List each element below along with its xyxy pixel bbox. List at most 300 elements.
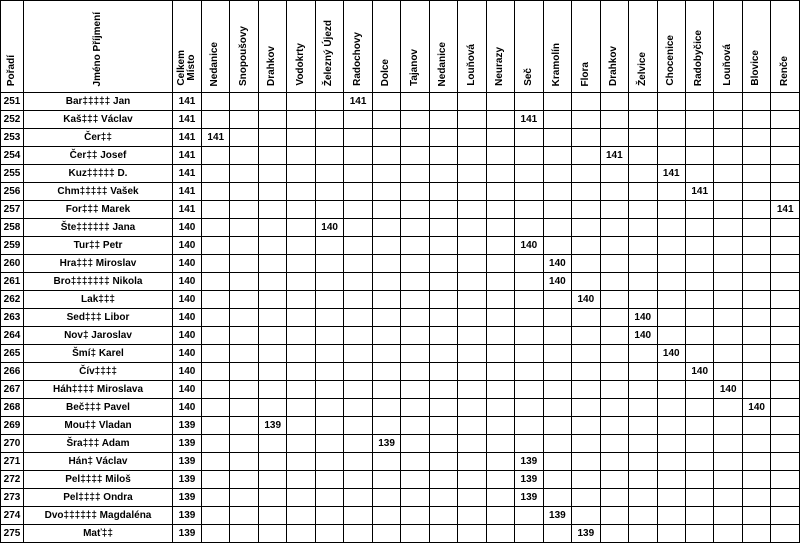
cell-score [287, 237, 315, 255]
cell-score [714, 507, 742, 525]
cell-score: 139 [543, 507, 571, 525]
cell-score [515, 255, 543, 273]
cell-score [258, 327, 286, 345]
cell-score [458, 507, 486, 525]
cell-total: 139 [173, 417, 202, 435]
column-header-race-19-label: Blovice [750, 50, 762, 86]
cell-score [572, 507, 600, 525]
cell-score [629, 183, 657, 201]
cell-score [600, 129, 628, 147]
cell-score [486, 525, 514, 543]
cell-score [600, 363, 628, 381]
cell-score [344, 129, 372, 147]
cell-score [344, 165, 372, 183]
cell-score [315, 363, 343, 381]
cell-score [372, 111, 400, 129]
cell-rank: 267 [1, 381, 24, 399]
cell-score [202, 453, 230, 471]
cell-score [258, 111, 286, 129]
cell-score [429, 291, 457, 309]
cell-score [401, 489, 429, 507]
cell-score [515, 129, 543, 147]
column-header-total [173, 1, 202, 93]
cell-score [543, 453, 571, 471]
cell-score [572, 147, 600, 165]
cell-name: Šmí‡ Karel [24, 345, 173, 363]
cell-score [202, 255, 230, 273]
cell-score [401, 309, 429, 327]
cell-score [202, 309, 230, 327]
cell-score [202, 291, 230, 309]
cell-total: 141 [173, 201, 202, 219]
cell-score [486, 345, 514, 363]
cell-score [629, 345, 657, 363]
cell-score [629, 219, 657, 237]
table-row [1, 327, 800, 345]
cell-rank: 256 [1, 183, 24, 201]
cell-score [401, 507, 429, 525]
cell-score [771, 309, 800, 327]
cell-score [685, 435, 713, 453]
cell-score [258, 291, 286, 309]
cell-score [315, 471, 343, 489]
cell-score [202, 273, 230, 291]
cell-score [230, 471, 258, 489]
cell-score: 139 [515, 489, 543, 507]
cell-score [657, 489, 685, 507]
cell-score [315, 93, 343, 111]
cell-score [315, 237, 343, 255]
cell-score [714, 525, 742, 543]
cell-score [486, 381, 514, 399]
table-row [1, 489, 800, 507]
cell-score [401, 93, 429, 111]
cell-score [742, 111, 770, 129]
cell-score [515, 219, 543, 237]
cell-score [429, 381, 457, 399]
cell-score [401, 399, 429, 417]
cell-score [714, 417, 742, 435]
cell-score [344, 471, 372, 489]
cell-score [429, 507, 457, 525]
cell-total: 140 [173, 291, 202, 309]
cell-score: 139 [515, 471, 543, 489]
column-header-race-2-label: Drahkov [266, 45, 278, 86]
cell-total: 139 [173, 471, 202, 489]
cell-score [372, 165, 400, 183]
cell-score [629, 111, 657, 129]
column-header-race-19 [742, 1, 770, 93]
cell-score [429, 363, 457, 381]
cell-score [287, 147, 315, 165]
cell-score [771, 237, 800, 255]
cell-score [486, 219, 514, 237]
cell-score [429, 93, 457, 111]
cell-score [685, 525, 713, 543]
column-header-race-20 [771, 1, 800, 93]
cell-score [315, 147, 343, 165]
cell-score [287, 219, 315, 237]
cell-score [202, 219, 230, 237]
cell-score [657, 309, 685, 327]
cell-score [657, 237, 685, 255]
cell-score [429, 147, 457, 165]
column-header-race-17-label: Radobyčice [693, 29, 705, 86]
cell-score [486, 363, 514, 381]
cell-score [429, 273, 457, 291]
column-header-race-15-label: Želvice [636, 52, 648, 86]
cell-score [372, 471, 400, 489]
cell-score [742, 129, 770, 147]
table-row [1, 417, 800, 435]
column-header-race-9 [458, 1, 486, 93]
cell-rank: 255 [1, 165, 24, 183]
cell-score [629, 273, 657, 291]
cell-score: 141 [771, 201, 800, 219]
cell-score [486, 93, 514, 111]
column-header-race-6 [372, 1, 400, 93]
cell-rank: 270 [1, 435, 24, 453]
cell-total: 140 [173, 381, 202, 399]
cell-score [287, 327, 315, 345]
cell-score [429, 489, 457, 507]
column-header-race-8-label: Nedanice [437, 41, 449, 86]
cell-score [742, 525, 770, 543]
cell-score [372, 129, 400, 147]
cell-score [714, 165, 742, 183]
cell-score [230, 507, 258, 525]
cell-score [429, 453, 457, 471]
cell-score [315, 165, 343, 183]
table-row [1, 147, 800, 165]
cell-score: 139 [258, 417, 286, 435]
cell-score [287, 183, 315, 201]
cell-score [771, 129, 800, 147]
cell-score [742, 453, 770, 471]
cell-score [230, 165, 258, 183]
cell-score [401, 273, 429, 291]
cell-score [771, 147, 800, 165]
table-row [1, 93, 800, 111]
cell-score [685, 471, 713, 489]
cell-score [230, 489, 258, 507]
cell-name: Chm‡‡‡‡‡ Vašek [24, 183, 173, 201]
cell-score [572, 363, 600, 381]
cell-score [344, 399, 372, 417]
cell-score [372, 273, 400, 291]
cell-score: 140 [685, 363, 713, 381]
cell-score [657, 435, 685, 453]
cell-score [572, 399, 600, 417]
cell-score [230, 417, 258, 435]
cell-total: 140 [173, 327, 202, 345]
cell-score [543, 381, 571, 399]
cell-score [202, 165, 230, 183]
table-row [1, 381, 800, 399]
cell-name: Pel‡‡‡‡ Miloš [24, 471, 173, 489]
cell-score [344, 489, 372, 507]
cell-rank: 265 [1, 345, 24, 363]
cell-score [685, 147, 713, 165]
cell-score [572, 201, 600, 219]
cell-score [629, 147, 657, 165]
cell-score [458, 363, 486, 381]
cell-score [572, 165, 600, 183]
cell-score [486, 471, 514, 489]
cell-score [657, 453, 685, 471]
cell-score [771, 471, 800, 489]
table-row [1, 273, 800, 291]
cell-score [600, 453, 628, 471]
cell-score [543, 345, 571, 363]
cell-score [429, 345, 457, 363]
cell-score [372, 291, 400, 309]
cell-score: 140 [572, 291, 600, 309]
cell-score [486, 327, 514, 345]
cell-score [287, 273, 315, 291]
cell-score [458, 525, 486, 543]
cell-score [486, 309, 514, 327]
column-header-race-5-label: Radochovy [351, 32, 363, 86]
cell-score [742, 417, 770, 435]
cell-score [742, 201, 770, 219]
cell-score: 141 [515, 111, 543, 129]
cell-score [344, 111, 372, 129]
cell-score [458, 381, 486, 399]
column-header-race-18 [714, 1, 742, 93]
cell-score [714, 183, 742, 201]
cell-total: 140 [173, 309, 202, 327]
cell-score [372, 489, 400, 507]
cell-score [572, 453, 600, 471]
cell-score [486, 129, 514, 147]
table-row [1, 435, 800, 453]
cell-total: 141 [173, 147, 202, 165]
cell-score [258, 507, 286, 525]
cell-total: 139 [173, 507, 202, 525]
cell-score [458, 435, 486, 453]
cell-name: Nov‡ Jaroslav [24, 327, 173, 345]
cell-score [572, 489, 600, 507]
cell-score [230, 453, 258, 471]
cell-score [771, 111, 800, 129]
cell-score [372, 237, 400, 255]
cell-score [458, 147, 486, 165]
cell-score [230, 381, 258, 399]
cell-score [230, 435, 258, 453]
cell-score [629, 165, 657, 183]
cell-score [401, 165, 429, 183]
cell-score: 140 [515, 237, 543, 255]
cell-score [600, 381, 628, 399]
cell-score [771, 399, 800, 417]
cell-score [543, 489, 571, 507]
cell-score [344, 273, 372, 291]
cell-score [714, 435, 742, 453]
cell-score [515, 525, 543, 543]
cell-score [258, 165, 286, 183]
cell-score [429, 309, 457, 327]
cell-name: Pel‡‡‡‡ Ondra [24, 489, 173, 507]
cell-score [742, 93, 770, 111]
cell-score [458, 183, 486, 201]
table-row [1, 255, 800, 273]
cell-score [629, 129, 657, 147]
cell-score [629, 201, 657, 219]
cell-score [258, 93, 286, 111]
cell-score [458, 309, 486, 327]
cell-score [657, 399, 685, 417]
cell-score [344, 525, 372, 543]
table-row [1, 471, 800, 489]
cell-score [344, 309, 372, 327]
cell-score [742, 165, 770, 183]
cell-score [771, 435, 800, 453]
cell-score [401, 417, 429, 435]
cell-score [714, 93, 742, 111]
cell-score [315, 129, 343, 147]
cell-score [515, 291, 543, 309]
cell-score [429, 219, 457, 237]
cell-score [486, 273, 514, 291]
cell-score [600, 165, 628, 183]
cell-score [572, 381, 600, 399]
cell-score [287, 507, 315, 525]
cell-score [230, 309, 258, 327]
cell-score [401, 183, 429, 201]
cell-score [771, 453, 800, 471]
cell-score [486, 291, 514, 309]
cell-score [714, 345, 742, 363]
cell-score [287, 363, 315, 381]
cell-score [572, 111, 600, 129]
cell-score [287, 399, 315, 417]
cell-score [515, 183, 543, 201]
cell-score [372, 399, 400, 417]
cell-score: 139 [515, 453, 543, 471]
cell-score [287, 471, 315, 489]
cell-score [685, 489, 713, 507]
cell-score [401, 525, 429, 543]
cell-score [486, 111, 514, 129]
cell-name: Kuz‡‡‡‡‡ D. [24, 165, 173, 183]
table-row [1, 165, 800, 183]
column-header-race-3-label: Vodokrty [294, 43, 306, 86]
cell-score [287, 111, 315, 129]
cell-score [543, 327, 571, 345]
cell-score [714, 237, 742, 255]
cell-score [202, 237, 230, 255]
cell-score [315, 345, 343, 363]
cell-score [287, 417, 315, 435]
cell-score [714, 309, 742, 327]
column-header-race-11 [515, 1, 543, 93]
cell-score [629, 435, 657, 453]
cell-name: Háh‡‡‡‡ Miroslava [24, 381, 173, 399]
cell-name: Šte‡‡‡‡‡‡ Jana [24, 219, 173, 237]
cell-score [315, 201, 343, 219]
cell-name: Lak‡‡‡ [24, 291, 173, 309]
cell-score [202, 489, 230, 507]
cell-rank: 254 [1, 147, 24, 165]
cell-score [315, 525, 343, 543]
cell-score [742, 237, 770, 255]
cell-score [458, 111, 486, 129]
cell-name: Čer‡‡ [24, 129, 173, 147]
cell-score [230, 111, 258, 129]
cell-score [315, 453, 343, 471]
cell-score [714, 327, 742, 345]
cell-score [344, 291, 372, 309]
cell-score [202, 417, 230, 435]
cell-score: 140 [629, 327, 657, 345]
cell-score [515, 147, 543, 165]
cell-score [742, 381, 770, 399]
cell-score [657, 381, 685, 399]
cell-score [572, 345, 600, 363]
cell-score [258, 345, 286, 363]
table-row [1, 399, 800, 417]
cell-score [714, 399, 742, 417]
cell-score [685, 255, 713, 273]
cell-score [429, 399, 457, 417]
cell-score [572, 183, 600, 201]
cell-score [401, 291, 429, 309]
cell-total: 141 [173, 93, 202, 111]
cell-score [742, 219, 770, 237]
cell-score [344, 363, 372, 381]
cell-score [629, 363, 657, 381]
cell-score [486, 417, 514, 435]
cell-score [572, 471, 600, 489]
cell-score [315, 291, 343, 309]
column-header-race-7-label: Tajanov [408, 48, 420, 86]
cell-score [401, 381, 429, 399]
cell-score [372, 363, 400, 381]
cell-score [629, 453, 657, 471]
cell-score [258, 399, 286, 417]
cell-score [458, 219, 486, 237]
cell-score [258, 273, 286, 291]
cell-score [315, 489, 343, 507]
column-header-race-6-label: Dolce [380, 58, 392, 86]
cell-score [543, 237, 571, 255]
cell-score [685, 273, 713, 291]
cell-total: 140 [173, 399, 202, 417]
cell-score [600, 399, 628, 417]
cell-rank: 260 [1, 255, 24, 273]
cell-score: 140 [742, 399, 770, 417]
column-header-race-11-label: Seč [522, 68, 534, 86]
cell-score [372, 525, 400, 543]
cell-score [685, 201, 713, 219]
cell-score [685, 129, 713, 147]
cell-score [771, 363, 800, 381]
cell-score [372, 453, 400, 471]
cell-score [344, 327, 372, 345]
table-row [1, 309, 800, 327]
column-header-name [24, 1, 173, 93]
cell-score [515, 417, 543, 435]
cell-score [230, 201, 258, 219]
cell-score [600, 327, 628, 345]
cell-score [714, 219, 742, 237]
cell-score [685, 327, 713, 345]
cell-total: 141 [173, 111, 202, 129]
cell-score [771, 507, 800, 525]
cell-score [258, 183, 286, 201]
cell-score [315, 183, 343, 201]
